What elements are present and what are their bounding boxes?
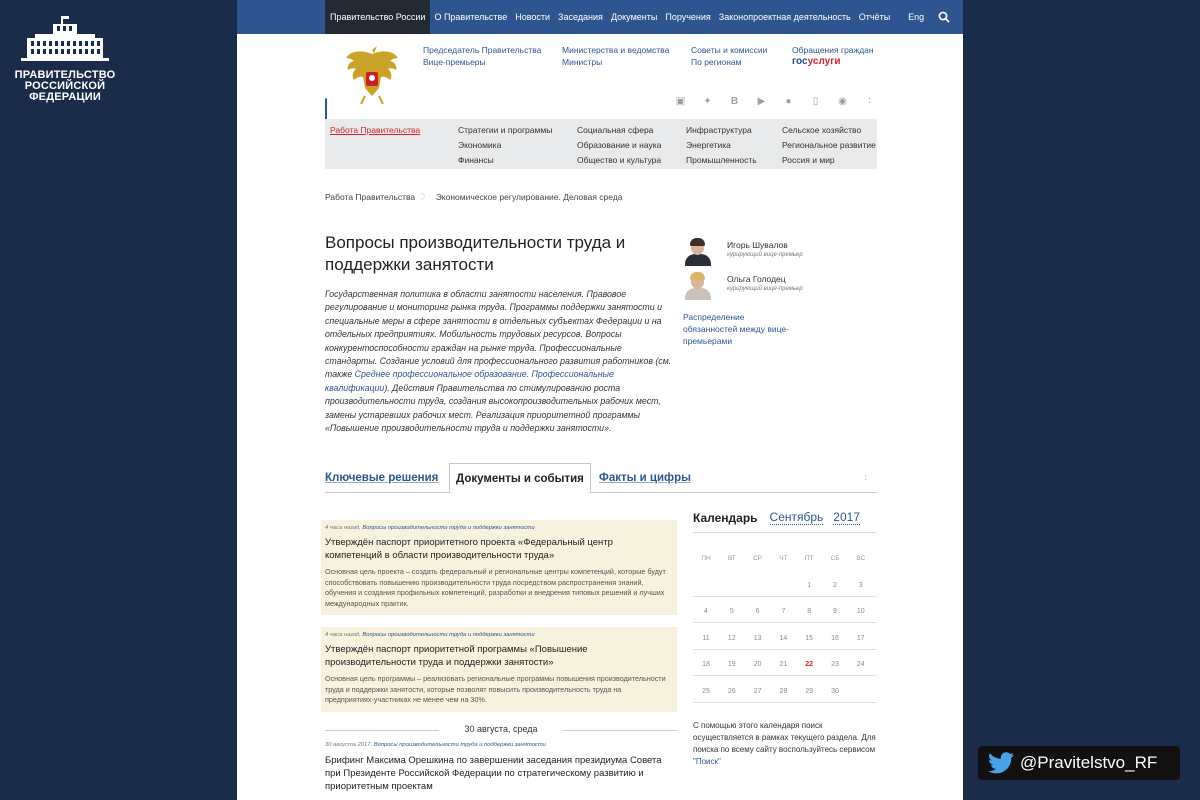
news-description: Основная цель программы – реализовать региональные программы повышения производительности труда и поддержки занятости, которые позволят повысить производительность труда на предприятиях-участниках не менее чем на 30%. [325, 674, 666, 704]
top-navigation [237, 0, 963, 34]
calendar-day[interactable]: 11 [702, 634, 710, 642]
calendar-day[interactable]: 8 [807, 608, 812, 615]
social-icons [667, 96, 883, 107]
calendar-day[interactable]: 26 [727, 687, 736, 695]
nav-about[interactable]: О Правительстве [434, 12, 508, 22]
calendar-day[interactable]: 27 [753, 687, 762, 695]
twitter-badge[interactable] [978, 746, 1180, 780]
youtube-icon[interactable]: ▶ [757, 96, 766, 107]
subnav-col-4 [782, 123, 876, 168]
subnav-strategies[interactable]: Стратегии и программы [458, 125, 553, 135]
news-time: 4 часа назад, [325, 525, 361, 531]
subnav-col-1 [458, 123, 552, 168]
calendar [693, 503, 877, 705]
page-title: Вопросы производительности труда и поддержки занятости [325, 233, 626, 274]
nav-news[interactable]: Новости [515, 12, 551, 22]
white-house-icon [17, 14, 113, 64]
calendar-weekday: СБ [830, 555, 840, 562]
coat-of-arms-icon[interactable] [343, 44, 401, 113]
link-councils[interactable]: Советы и комиссии [691, 45, 768, 55]
rss-icon[interactable]: ∶ [868, 96, 871, 107]
news-item[interactable] [321, 627, 677, 712]
calendar-year-select[interactable]: 2017 [833, 510, 860, 524]
subnav-energy[interactable]: Энергетика [686, 140, 731, 150]
tab-documents-events[interactable]: Документы и события [449, 463, 591, 494]
calendar-weekday: СР [753, 555, 763, 562]
calendar-day-today[interactable]: 22 [805, 661, 814, 668]
logo-line-3: ФЕДЕРАЦИИ [29, 91, 101, 103]
calendar-day[interactable]: 18 [702, 661, 710, 668]
header-col-chairman [423, 44, 541, 68]
calendar-day[interactable]: 3 [858, 581, 863, 589]
calendar-day[interactable]: 24 [856, 661, 865, 668]
person-golodets[interactable] [683, 272, 803, 300]
news-description: Основная цель проекта – создать федеральный и региональные центры компетенций, которые будут способствовать повышению производительности труда посредством распространения знаний, обучения и создания профильных компетенций, разработки и внедрения типовых решений и лучших международных практик. [325, 567, 666, 608]
date-separator: 30 августа, среда [325, 724, 677, 736]
news-item[interactable] [321, 520, 677, 615]
subnav-regional[interactable]: Региональное развитие [782, 140, 876, 150]
person-role: курирующий вице-премьер [727, 252, 803, 258]
calendar-day[interactable]: 12 [727, 634, 736, 642]
calendar-row-divider [693, 702, 877, 703]
calendar-note [693, 720, 879, 768]
calendar-weekday: ВС [856, 555, 866, 562]
breadcrumb-current[interactable]: Экономическое регулирование. Деловая среда [435, 192, 623, 202]
tab-key-decisions[interactable]: Ключевые решения [325, 472, 439, 484]
calendar-day[interactable]: 19 [727, 661, 736, 668]
news-item[interactable] [325, 742, 677, 793]
news-time: 4 часа назад, [325, 632, 361, 638]
subnav-work[interactable]: Работа Правительства [330, 125, 421, 135]
calendar-day[interactable]: 13 [753, 634, 762, 642]
calendar-note-text: С помощью этого календаря поиск осуществляется в рамках текущего раздела. Для поиска по всему сайту воспользуйтесь сервисом [693, 721, 876, 754]
subnav-social[interactable]: Социальная сфера [577, 125, 654, 135]
nav-government-russia[interactable]: Правительство России [325, 0, 430, 34]
gosuslugi-a: гос [792, 56, 808, 67]
page-lead [325, 288, 675, 435]
calendar-day[interactable]: 20 [753, 661, 762, 668]
twitter-bird-icon [988, 752, 1014, 774]
subnav-finance[interactable]: Финансы [458, 155, 494, 165]
calendar-grid [693, 533, 877, 705]
nav-reports[interactable]: Отчёты [858, 12, 891, 22]
calendar-day[interactable]: 30 [831, 687, 839, 695]
calendar-day[interactable]: 14 [779, 634, 788, 642]
search-service-link[interactable]: "Поиск" [693, 757, 721, 766]
nav-documents[interactable]: Документы [610, 12, 658, 22]
search-icon[interactable] [938, 11, 950, 23]
calendar-weekday: ВТ [727, 555, 736, 562]
calendar-day[interactable]: 5 [729, 608, 734, 615]
page-content [237, 0, 963, 800]
subnav-infrastructure[interactable]: Инфраструктура [686, 125, 752, 135]
calendar-weekday: ЧТ [779, 555, 788, 562]
vk-icon[interactable]: B [730, 96, 739, 107]
subnav-industry[interactable]: Промышленность [686, 155, 757, 165]
link-regions[interactable]: По регионам [691, 57, 742, 67]
calendar-day[interactable]: 1 [807, 581, 812, 589]
site-header [237, 34, 963, 118]
link-chairman[interactable]: Председатель Правительства [423, 45, 542, 55]
link-vice-premiers[interactable]: Вице-премьеры [423, 57, 486, 67]
calendar-row-divider [693, 649, 877, 650]
subnav-col-work [330, 123, 420, 138]
calendar-label: Календарь [693, 510, 758, 525]
calendar-day[interactable]: 29 [805, 687, 814, 695]
calendar-row-divider [693, 596, 877, 597]
calendar-day[interactable]: 25 [702, 687, 710, 695]
news-tag[interactable]: Вопросы производительности труда и поддержки занятости [362, 525, 535, 531]
subnav-society[interactable]: Общество и культура [577, 155, 662, 165]
person-name: Ольга Голодец [727, 274, 786, 284]
news-tag[interactable]: Вопросы производительности труда и поддержки занятости [373, 742, 546, 748]
nav-english[interactable]: Eng [908, 12, 925, 22]
header-col-ministries [562, 44, 669, 68]
calendar-day[interactable]: 17 [856, 634, 865, 642]
link-ministers[interactable]: Министры [562, 57, 603, 67]
avatar [683, 272, 713, 300]
mobile-icon[interactable]: ▯ [812, 96, 819, 107]
calendar-day[interactable]: 7 [781, 608, 786, 615]
person-role: курирующий вице-премьер [727, 286, 803, 292]
calendar-day[interactable]: 2 [833, 581, 837, 589]
nav-legislation[interactable]: Законопроектная деятельность [718, 12, 851, 22]
calendar-header [693, 503, 877, 533]
community-icon[interactable]: ● [785, 96, 792, 107]
link-ministries[interactable]: Министерства и ведомства [562, 45, 670, 55]
responsibility-link[interactable]: Распределение обязанностей между вице-премьерами [683, 312, 789, 346]
calendar-day[interactable]: 16 [831, 634, 839, 642]
news-headline[interactable]: Утверждён паспорт приоритетной программы «Повышение производительности труда и поддержки занятости» [325, 644, 588, 668]
nav-instructions[interactable]: Поручения [665, 12, 711, 22]
nav-meetings[interactable]: Заседания [558, 12, 603, 22]
calendar-row-divider [693, 675, 877, 676]
subnav-economy[interactable]: Экономика [458, 140, 502, 150]
calendar-day[interactable]: 4 [704, 608, 708, 615]
news-meta [325, 632, 672, 638]
calendar-weekday: ПН [701, 555, 711, 562]
lead-link[interactable]: Среднее профессиональное образование. Профессиональные квалификации [325, 369, 614, 393]
breadcrumb-separator: 〉 [421, 192, 430, 202]
content-tabs [325, 463, 877, 493]
calendar-day[interactable]: 6 [755, 608, 760, 615]
subnav-col-2 [577, 123, 661, 168]
calendar-day[interactable]: 21 [779, 661, 788, 668]
government-logo[interactable] [14, 14, 116, 103]
tab-facts[interactable]: Факты и цифры [599, 472, 691, 484]
lead-text-2: ). Действия Правительства по стимулированию роста производительности труда, создания высокопроизводительных рабочих мест, замены устаревших рабочих мест. Реализация приоритетной программы «Повышение производительности труда и поддержки занятости». [325, 382, 661, 434]
subnav-world[interactable]: Россия и мир [782, 155, 835, 165]
news-headline[interactable]: Брифинг Максима Орешкина по завершении заседания президиума Совета при Президенте Российской Федерации по стратегическому развитию и приоритетным проектам [325, 755, 662, 792]
news-tag[interactable]: Вопросы производительности труда и поддержки занятости [362, 632, 535, 638]
twitter-handle: @Pravitelstvo_RF [1020, 753, 1158, 772]
person-shuvalov[interactable] [683, 238, 803, 266]
twitter-icon[interactable]: ✦ [703, 96, 712, 107]
header-col-councils [691, 44, 767, 68]
calendar-row-divider [693, 622, 877, 623]
subnav-col-3 [686, 123, 757, 168]
eye-icon[interactable]: ◉ [838, 96, 847, 107]
breadcrumb-work[interactable]: Работа Правительства [325, 192, 416, 202]
calendar-day[interactable]: 10 [856, 608, 865, 615]
avatar [683, 238, 713, 266]
logo-line-1: ПРАВИТЕЛЬСТВО [14, 69, 116, 81]
gosuslugi-logo[interactable] [792, 56, 874, 68]
subnav-agriculture[interactable]: Сельское хозяйство [782, 125, 862, 135]
lead-text-1: Государственная политика в области занятости населения. Правовое регулирование и мониторинг рынка труда. Программы поддержки занятости и специальные меры в сфере занятости в отдельных субъектах Федерации и на отдельных предприятиях. Мобильность трудовых ресурсов. Вопросы конкурентоспособности граждан на рынке труда. Профессиональные стандарты. Создание условий для профессионального развития работников (см. также [325, 289, 672, 380]
gosuslugi-b: услуги [807, 56, 841, 67]
link-citizen-appeals[interactable]: Обращения граждан [792, 45, 874, 55]
news-meta [325, 525, 672, 531]
header-col-appeals [792, 44, 874, 68]
calendar-day[interactable]: 23 [831, 661, 839, 668]
news-time: 30 августа 2017, [325, 742, 373, 748]
calendar-day[interactable]: 15 [805, 634, 814, 642]
person-name: Игорь Шувалов [727, 240, 788, 250]
calendar-weekday: ПТ [804, 555, 814, 562]
news-meta [325, 742, 677, 748]
calendar-day[interactable]: 28 [779, 687, 788, 695]
rss-icon[interactable]: ∶ [864, 473, 867, 483]
logo-line-2: РОССИЙСКОЙ [24, 80, 106, 92]
section-navigation [325, 119, 877, 169]
subnav-education[interactable]: Образование и наука [577, 140, 662, 150]
calendar-day[interactable]: 9 [833, 608, 837, 615]
photo-icon[interactable]: ▣ [675, 96, 686, 107]
news-headline[interactable]: Утверждён паспорт приоритетного проекта «Федеральный центр компетенций в области производительности труда» [325, 537, 613, 561]
calendar-month-select[interactable]: Сентябрь [769, 510, 824, 524]
breadcrumb [325, 191, 623, 203]
